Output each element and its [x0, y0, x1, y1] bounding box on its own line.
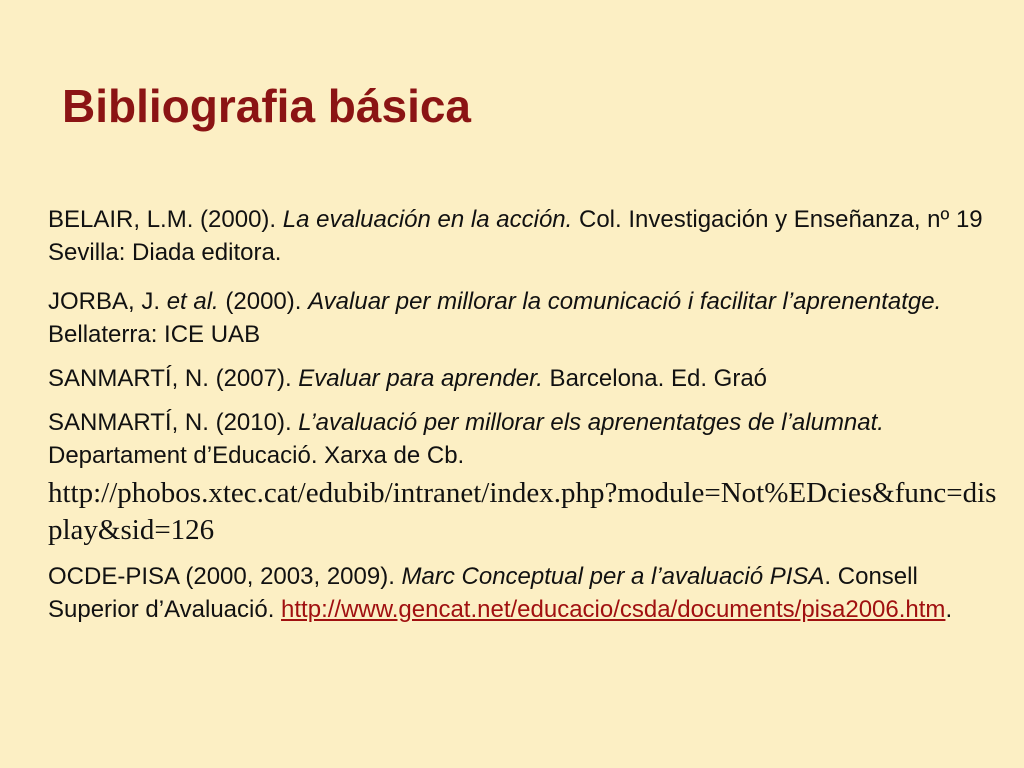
reference-jorba [48, 285, 998, 351]
reference-trailing-period: . [945, 596, 953, 623]
reference-details: Barcelona. Ed. Graó [542, 365, 768, 392]
reference-link[interactable]: http://www.gencat.net/educacio/csda/documents/pisa2006.htm [281, 596, 946, 623]
reference-work-title: Marc Conceptual per a l’avaluació PISA [401, 563, 825, 590]
slide-title: Bibliografia básica [62, 80, 472, 132]
reference-sanmarti-2010 [48, 406, 998, 549]
reference-author: BELAIR, L.M. (2000). [48, 206, 283, 233]
reference-url: http://phobos.xtec.cat/edubib/intranet/index.php?module=Not%EDcies&func=display&sid=126 [48, 477, 997, 546]
reference-author: OCDE-PISA (2000, 2003, 2009). [48, 563, 402, 590]
reference-details: Bellaterra: ICE UAB [48, 321, 261, 348]
reference-et-al: et al. [166, 288, 219, 315]
reference-work-title: Avaluar per millorar la comunicació i facilitar l’aprenentatge. [308, 288, 942, 315]
reference-details: . Consell Superior d’Avaluació. [48, 563, 918, 623]
reference-ocde-pisa [48, 560, 998, 626]
reference-sanmarti-2007 [48, 362, 998, 395]
reference-work-title: La evaluación en la acción. [282, 206, 573, 233]
reference-details: Col. Investigación y Enseñanza, nº 19 Sevilla: Diada editora. [48, 206, 983, 266]
reference-author: SANMARTÍ, N. (2010). [48, 409, 299, 436]
reference-details: Departament d’Educació. Xarxa de Cb. [48, 442, 465, 469]
reference-author: SANMARTÍ, N. (2007). [48, 365, 299, 392]
reference-year: (2000). [218, 288, 309, 315]
bibliography-list [48, 203, 998, 642]
reference-work-title: Evaluar para aprender. [298, 365, 543, 392]
reference-belair [48, 203, 998, 269]
reference-work-title: L’avaluació per millorar els aprenentatges de l’alumnat. [298, 409, 884, 436]
reference-author: JORBA, J. [48, 288, 167, 315]
